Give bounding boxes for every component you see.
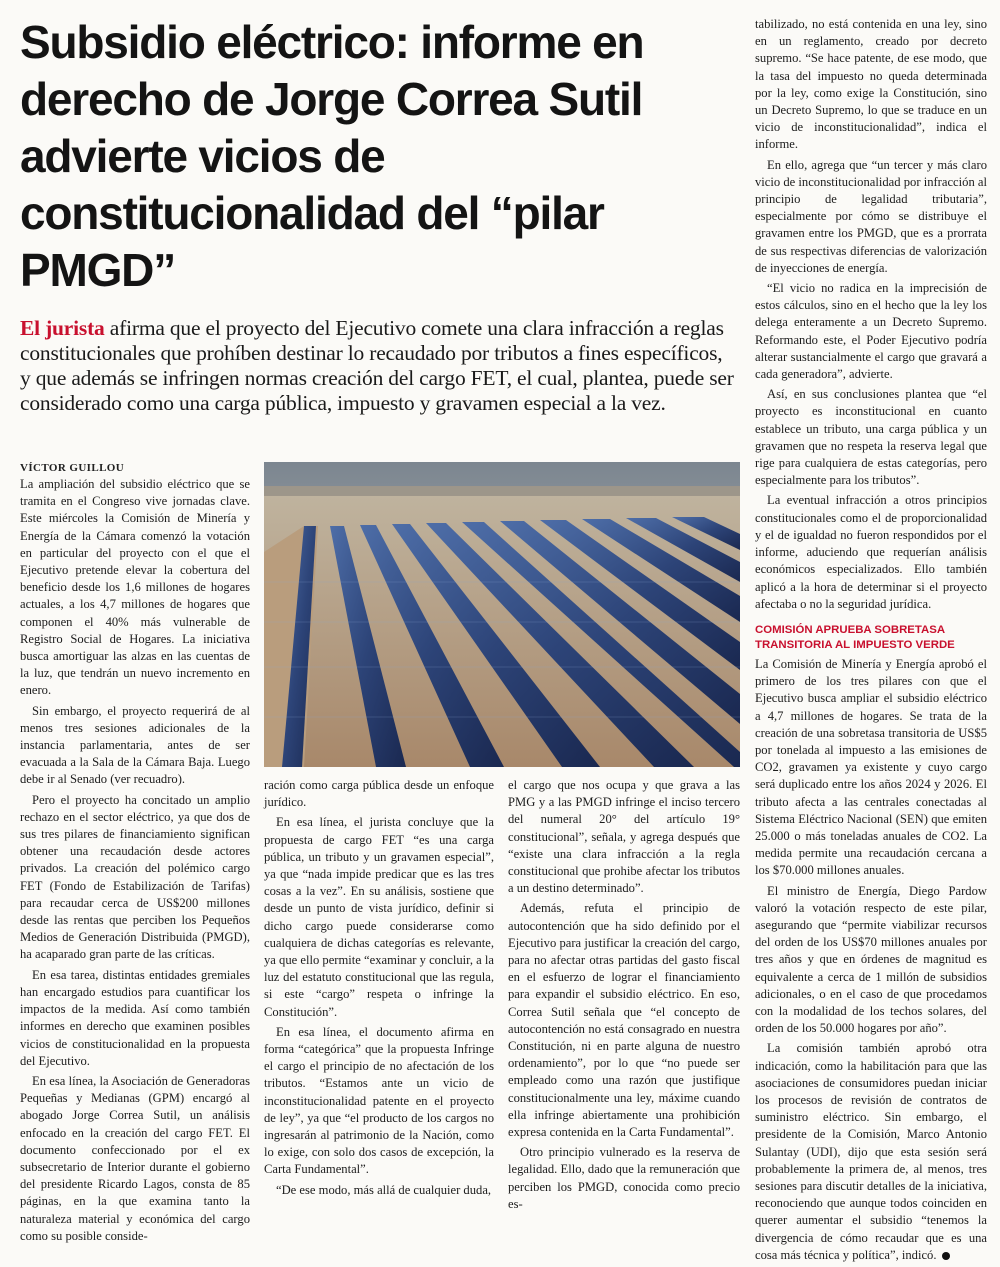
body-paragraph: En esa línea, el documento afirma en forma “categórica” que la propuesta Infringe el cargo el principio de no afectación de los tributos. “Estamos ante un vicio de inconstitucionalidad patente en el proyecto de ley”, ya que “el producto de los cargos no ingresarán al patrimonio de la Nación, como lo exige, con solo dos casos de excepción, la Carta Fundamental”. <box>264 1024 494 1177</box>
body-paragraph: Además, refuta el principio de autocontención que ha sido definido por el Ejecutivo para justificar la creación del cargo, para no afectar otras partidas del gasto fiscal en el esfuerzo de lograr el financiamiento para expandir el subsidio eléctrico. En eso, Correa Sutil señala que “el concepto de autocontención no está consagrado en nuestra Constitución, ni en parte alguna de nuestro ordenamiento”, por lo que “no puede ser empleado como una razón que justifique constitucionalmente una ley, máxime cuando ella infringe abiertamente una prohibición expresa contenida en la Carta Fundamental”. <box>508 901 740 1140</box>
body-paragraph <box>755 1040 987 1264</box>
body-paragraph: “El vicio no radica en la imprecisión de estos cálculos, sino en el hecho que la ley los delega enteramente a un Decreto Supremo. Reformando este, el Poder Ejecutivo podría alterar sustancialmente el cargo que gravará a cada generadora”, advierte. <box>755 281 987 382</box>
article-column-1 <box>20 476 250 1248</box>
body-paragraph-text: La comisión también aprobó otra indicación, como la habilitación para que las asociaciones de consumidores puedan iniciar los procesos de revisión de contratos de suministro eléctrico. Sin embargo, el presidente de la Comisión, Marco Antonio Sulantay (UDI), dijo que esta sesión será probablemente la primera de, al menos, tres sesiones para discutir detalles de la iniciativa, reconociendo que aunque todos coinciden en querer aumentar el subsidio “tenemos la divergencia de cómo recaudar que es una cosa más técnica y política”, indicó. <box>755 1041 987 1262</box>
body-paragraph: el cargo que nos ocupa y que grava a las PMG y a las PMGD infringe el inciso tercero del numeral 20° del artículo 19° constitucional”, señala, y agrega después que “existe una clara infracción a la regla constitucional que prohibe afectar los tributos a un destino determinado”. <box>508 778 740 896</box>
body-paragraph: El ministro de Energía, Diego Pardow valoró la votación respecto de este pilar, asegurando que “permite viabilizar recursos del orden de los US$70 millones anuales por tres años y que en órdenes de magnitud es equivalente a cerca de 1 millón de subsidios adicionales, o en el caso de que procedamos con la modalidad de los techos solares, del orden de los 50.000 hogares por año”. <box>755 883 987 1036</box>
body-paragraph: En esa tarea, distintas entidades gremiales han encargado estudios para cuantificar los impactos de la medida. Así como también informes en derecho que examinen posibles vicios de constitucionalidad en la propuesta del Ejecutivo. <box>20 967 250 1068</box>
body-paragraph: En esa línea, el jurista concluye que la propuesta de cargo FET “es una carga pública, un tributo y un gravamen especial”, ya que “nada impide predicar que es las tres cosas a la vez”. En su análisis, sostiene que desde un punto de vista jurídico, definir si dicho cargo puede considerarse como cualquiera de dichas categorías es relevante, ya que ello permite “examinar y concluir, a la luz del estatuto constitucional que las regula, si este “cargo” respeta o infringe la Constitución”. <box>264 815 494 1019</box>
byline: VÍCTOR GUILLOU <box>20 462 125 474</box>
body-paragraph: Así, en sus conclusiones plantea que “el proyecto es inconstitucional en cuanto establece un tributo, una carga pública y un gravamen que no respeta la reserva legal que rige para cualquiera de estas categorías, pero especialmente para los tributos”. <box>755 387 987 488</box>
headline: Subsidio eléctrico: informe en derecho de Jorge Correa Sutil advierte vicios de constitucionalidad del “pilar PMGD” <box>20 16 644 296</box>
body-paragraph: Otro principio vulnerado es la reserva de legalidad. Ello, dado que la remuneración que perciben los PMGD, conocida como precio es- <box>508 1145 740 1211</box>
body-paragraph: Pero el proyecto ha concitado un amplio rechazo en el sector eléctrico, ya que dos de sus tres pilares de financiamiento significan obtener una recaudación desde actores privados. La creación del polémico cargo FET (Fondo de Estabilización de Tarifas) para recaudar cerca de US$200 millones desde las rentas que perciben los Pequeños Medios de Generación Distribuida (PMGD), ha acaparado gran parte de las críticas. <box>20 792 250 962</box>
body-paragraph: “De ese modo, más allá de cualquier duda, <box>276 1182 492 1197</box>
body-paragraph: tabilizado, no está contenida en una ley, sino en un reglamento, creado por decreto supremo. “Se hace patente, de ese modo, que la tasa del impuesto no queda determinada por la ley, como exige la Constitución, sino un Decreto Supremo, lo que se traduce en un vicio de inconstitucionalidad”, indica el informe. <box>755 17 987 152</box>
lead-text: afirma que el proyecto del Ejecutivo comete una clara infracción a reglas constitucionales que prohíben destinar lo recaudado por tributos a fines específicos, y que además se infringen normas creación del cargo FET, el cual, plantea, puede ser considerado como una carga pública, impuesto y gravamen especial a la vez. <box>20 316 734 415</box>
lead-kicker: El jurista <box>20 316 105 340</box>
body-paragraph: La ampliación del subsidio eléctrico que se tramita en el Congreso vive jornadas clave. Este miércoles la Comisión de Minería y Energía de la Cámara comenzó la votación en particular del proyecto con el que el Ejecutivo pretende elevar la cobertura del beneficio desde los 1,6 millones de hogares actuales, a los 4,7 millones de hogares que componen el 40% más vulnerable de Registro Social de Hogares. La iniciativa busca amortiguar las alzas en las cuentas de la luz, que tendrán un nuevo incremento en enero. <box>20 477 250 698</box>
body-paragraph: En ello, agrega que “un tercer y más claro vicio de inconstitucionalidad por infracción al principio de legalidad tributaria”, especialmente por cómo se distribuye el gravamen entre los PMGD, que es a prorrata de sus respectivas diferencias de valorización de inyecciones de energía. <box>755 157 987 275</box>
lead-paragraph <box>20 316 735 416</box>
sidebar-subhead: COMISIÓN APRUEBA SOBRETASA TRANSITORIA AL IMPUESTO VERDE <box>755 623 955 651</box>
article-column-3 <box>508 777 740 1216</box>
article-column-2 <box>264 777 494 1202</box>
solar-panel-field-photo <box>264 462 740 767</box>
body-paragraph: La eventual infracción a otros principios constitucionales como el de proporcionalidad y el de igualdad no fueron respondidos por el informe, aduciendo que requerían análisis económicos especializados. Ello también aplicó a la hora de determinar si el proyecto afectaba o no la seguridad jurídica. <box>755 493 987 611</box>
body-paragraph: En esa línea, la Asociación de Generadoras Pequeñas y Medianas (GPM) encargó al abogado Jorge Correa Sutil, un análisis enfocado en la creación del cargo FET. El documento confeccionado por el ex subsecretario de Interior durante el gobierno del presidente Ricardo Lagos, consta de 85 páginas, en la que examina tanto la naturaleza material y económica del cargo como su posible conside- <box>20 1073 250 1243</box>
body-paragraph: La Comisión de Minería y Energía aprobó el primero de los tres pilares con que el Ejecutivo busca ampliar el subsidio eléctrico a 4,7 millones de hogares. Se trata de la creación de una sobretasa transitoria de US$5 por tonelada al impuesto a las emisiones de CO2, gravamen ya existente y cuyo cargo será duplicado entre los años 2024 y 2026. El tributo afecta a las centrales conectadas al Sistema Eléctrico Nacional (SEN) que emiten 25.000 o más toneladas anuales de CO2. La medida permite una recaudación cercana a los $70.000 millones anuales. <box>755 656 987 878</box>
end-mark-icon <box>942 1252 950 1260</box>
body-paragraph: ración como carga pública desde un enfoque jurídico. <box>264 778 494 810</box>
body-paragraph: Sin embargo, el proyecto requerirá de al menos tres sesiones adicionales de la instancia parlamentaria, antes de ser evacuada a la Sala de la Cámara Baja. Luego debe ir al Senado (ver recuadro). <box>20 703 250 787</box>
article-column-4 <box>755 16 987 1267</box>
